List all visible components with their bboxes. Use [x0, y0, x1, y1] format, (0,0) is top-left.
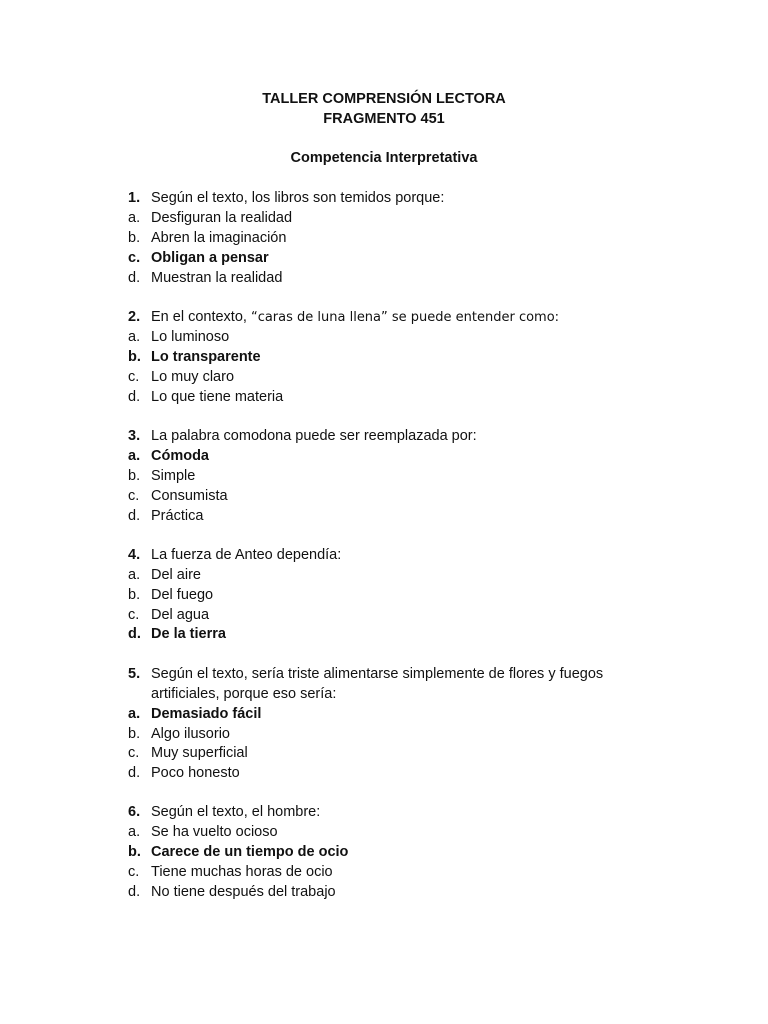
option-6b-correct [128, 842, 348, 862]
question-number: 4. [128, 547, 141, 563]
option-1c-correct [128, 248, 269, 268]
question-text: Según el texto, los libros son temidos porque: [151, 190, 445, 206]
option-2c [128, 367, 234, 387]
option-5b [128, 724, 230, 744]
option-1d [128, 268, 282, 288]
option-letter: d. [128, 270, 141, 286]
option-letter: c. [128, 864, 140, 880]
option-text: Algo ilusorio [151, 726, 230, 742]
option-text: Lo luminoso [151, 329, 230, 345]
option-text: No tiene después del trabajo [151, 884, 336, 900]
option-letter: b. [128, 349, 141, 365]
question-text: Según el texto, sería triste alimentarse simplemente de flores y fuegos [151, 666, 604, 682]
option-text: Abren la imaginación [151, 230, 287, 246]
option-4a [128, 565, 201, 585]
question-number: 5. [128, 666, 141, 682]
option-text: Poco honesto [151, 765, 240, 781]
option-3a-correct [128, 446, 209, 466]
option-letter: b. [128, 726, 141, 742]
question-1 [128, 188, 444, 208]
option-text: Lo muy claro [151, 369, 235, 385]
option-6a [128, 822, 278, 842]
option-text: Simple [151, 468, 196, 484]
option-5d [128, 763, 240, 783]
option-text: Lo que tiene materia [151, 389, 284, 405]
option-text: Obligan a pensar [151, 250, 269, 266]
option-text: Práctica [151, 508, 204, 524]
option-letter: a. [128, 824, 141, 840]
option-text: Del fuego [151, 587, 214, 603]
option-letter: d. [128, 508, 141, 524]
option-3c [128, 486, 228, 506]
option-letter: c. [128, 369, 140, 385]
option-text: Muy superficial [151, 745, 248, 761]
option-letter: d. [128, 765, 141, 781]
question-6 [128, 802, 320, 822]
option-5a-correct [128, 704, 261, 724]
option-letter: c. [128, 607, 140, 623]
option-6d [128, 882, 336, 902]
option-text: Del aire [151, 567, 201, 583]
option-4c [128, 605, 209, 625]
question-text: La palabra comodona puede ser reemplazada por: [151, 428, 477, 444]
question-5 [128, 664, 603, 684]
question-text: Según el texto, el hombre: [151, 804, 321, 820]
option-letter: d. [128, 389, 141, 405]
option-letter: b. [128, 230, 141, 246]
option-4d-correct [128, 624, 226, 644]
question-number: 1. [128, 190, 141, 206]
option-1b [128, 228, 286, 248]
option-4b [128, 585, 213, 605]
option-text: Se ha vuelto ocioso [151, 824, 278, 840]
question-2 [128, 307, 559, 328]
option-letter: d. [128, 884, 141, 900]
option-letter: b. [128, 587, 141, 603]
question-text: En el contexto, [151, 309, 251, 325]
option-letter: a. [128, 329, 141, 345]
option-letter: a. [128, 567, 141, 583]
section-heading: Competencia Interpretativa [290, 150, 478, 166]
option-letter: b. [128, 468, 141, 484]
option-letter: a. [128, 448, 141, 464]
option-letter: a. [128, 706, 141, 722]
option-text: Muestran la realidad [151, 270, 283, 286]
option-text: Demasiado fácil [151, 706, 262, 722]
option-2b-correct [128, 347, 261, 367]
document-title: TALLER COMPRENSIÓN LECTORA [262, 91, 506, 107]
option-letter: d. [128, 626, 141, 642]
question-3 [128, 426, 477, 446]
option-5c [128, 743, 248, 763]
question-number: 6. [128, 804, 141, 820]
option-text: Tiene muchas horas de ocio [151, 864, 333, 880]
option-1a [128, 208, 292, 228]
option-letter: c. [128, 488, 140, 504]
question-4 [128, 545, 341, 565]
question-number: 2. [128, 309, 141, 325]
question-number: 3. [128, 428, 141, 444]
option-letter: c. [128, 745, 140, 761]
option-2a [128, 327, 229, 347]
option-6c [128, 862, 333, 882]
option-text: Desfiguran la realidad [151, 210, 293, 226]
option-text: Del agua [151, 607, 210, 623]
question-quote: “caras de luna llena” se puede entender como: [250, 310, 560, 325]
option-2d [128, 387, 283, 407]
option-3b [128, 466, 195, 486]
document-subtitle: FRAGMENTO 451 [323, 111, 445, 127]
question-5-continuation: artificiales, porque eso sería: [151, 686, 337, 702]
option-letter: c. [128, 250, 141, 266]
option-text: Carece de un tiempo de ocio [151, 844, 349, 860]
option-text: De la tierra [151, 626, 226, 642]
option-text: Consumista [151, 488, 228, 504]
option-text: Cómoda [151, 448, 209, 464]
option-text: Lo transparente [151, 349, 261, 365]
option-letter: b. [128, 844, 141, 860]
option-letter: a. [128, 210, 141, 226]
option-3d [128, 506, 203, 526]
question-text: La fuerza de Anteo dependía: [151, 547, 342, 563]
